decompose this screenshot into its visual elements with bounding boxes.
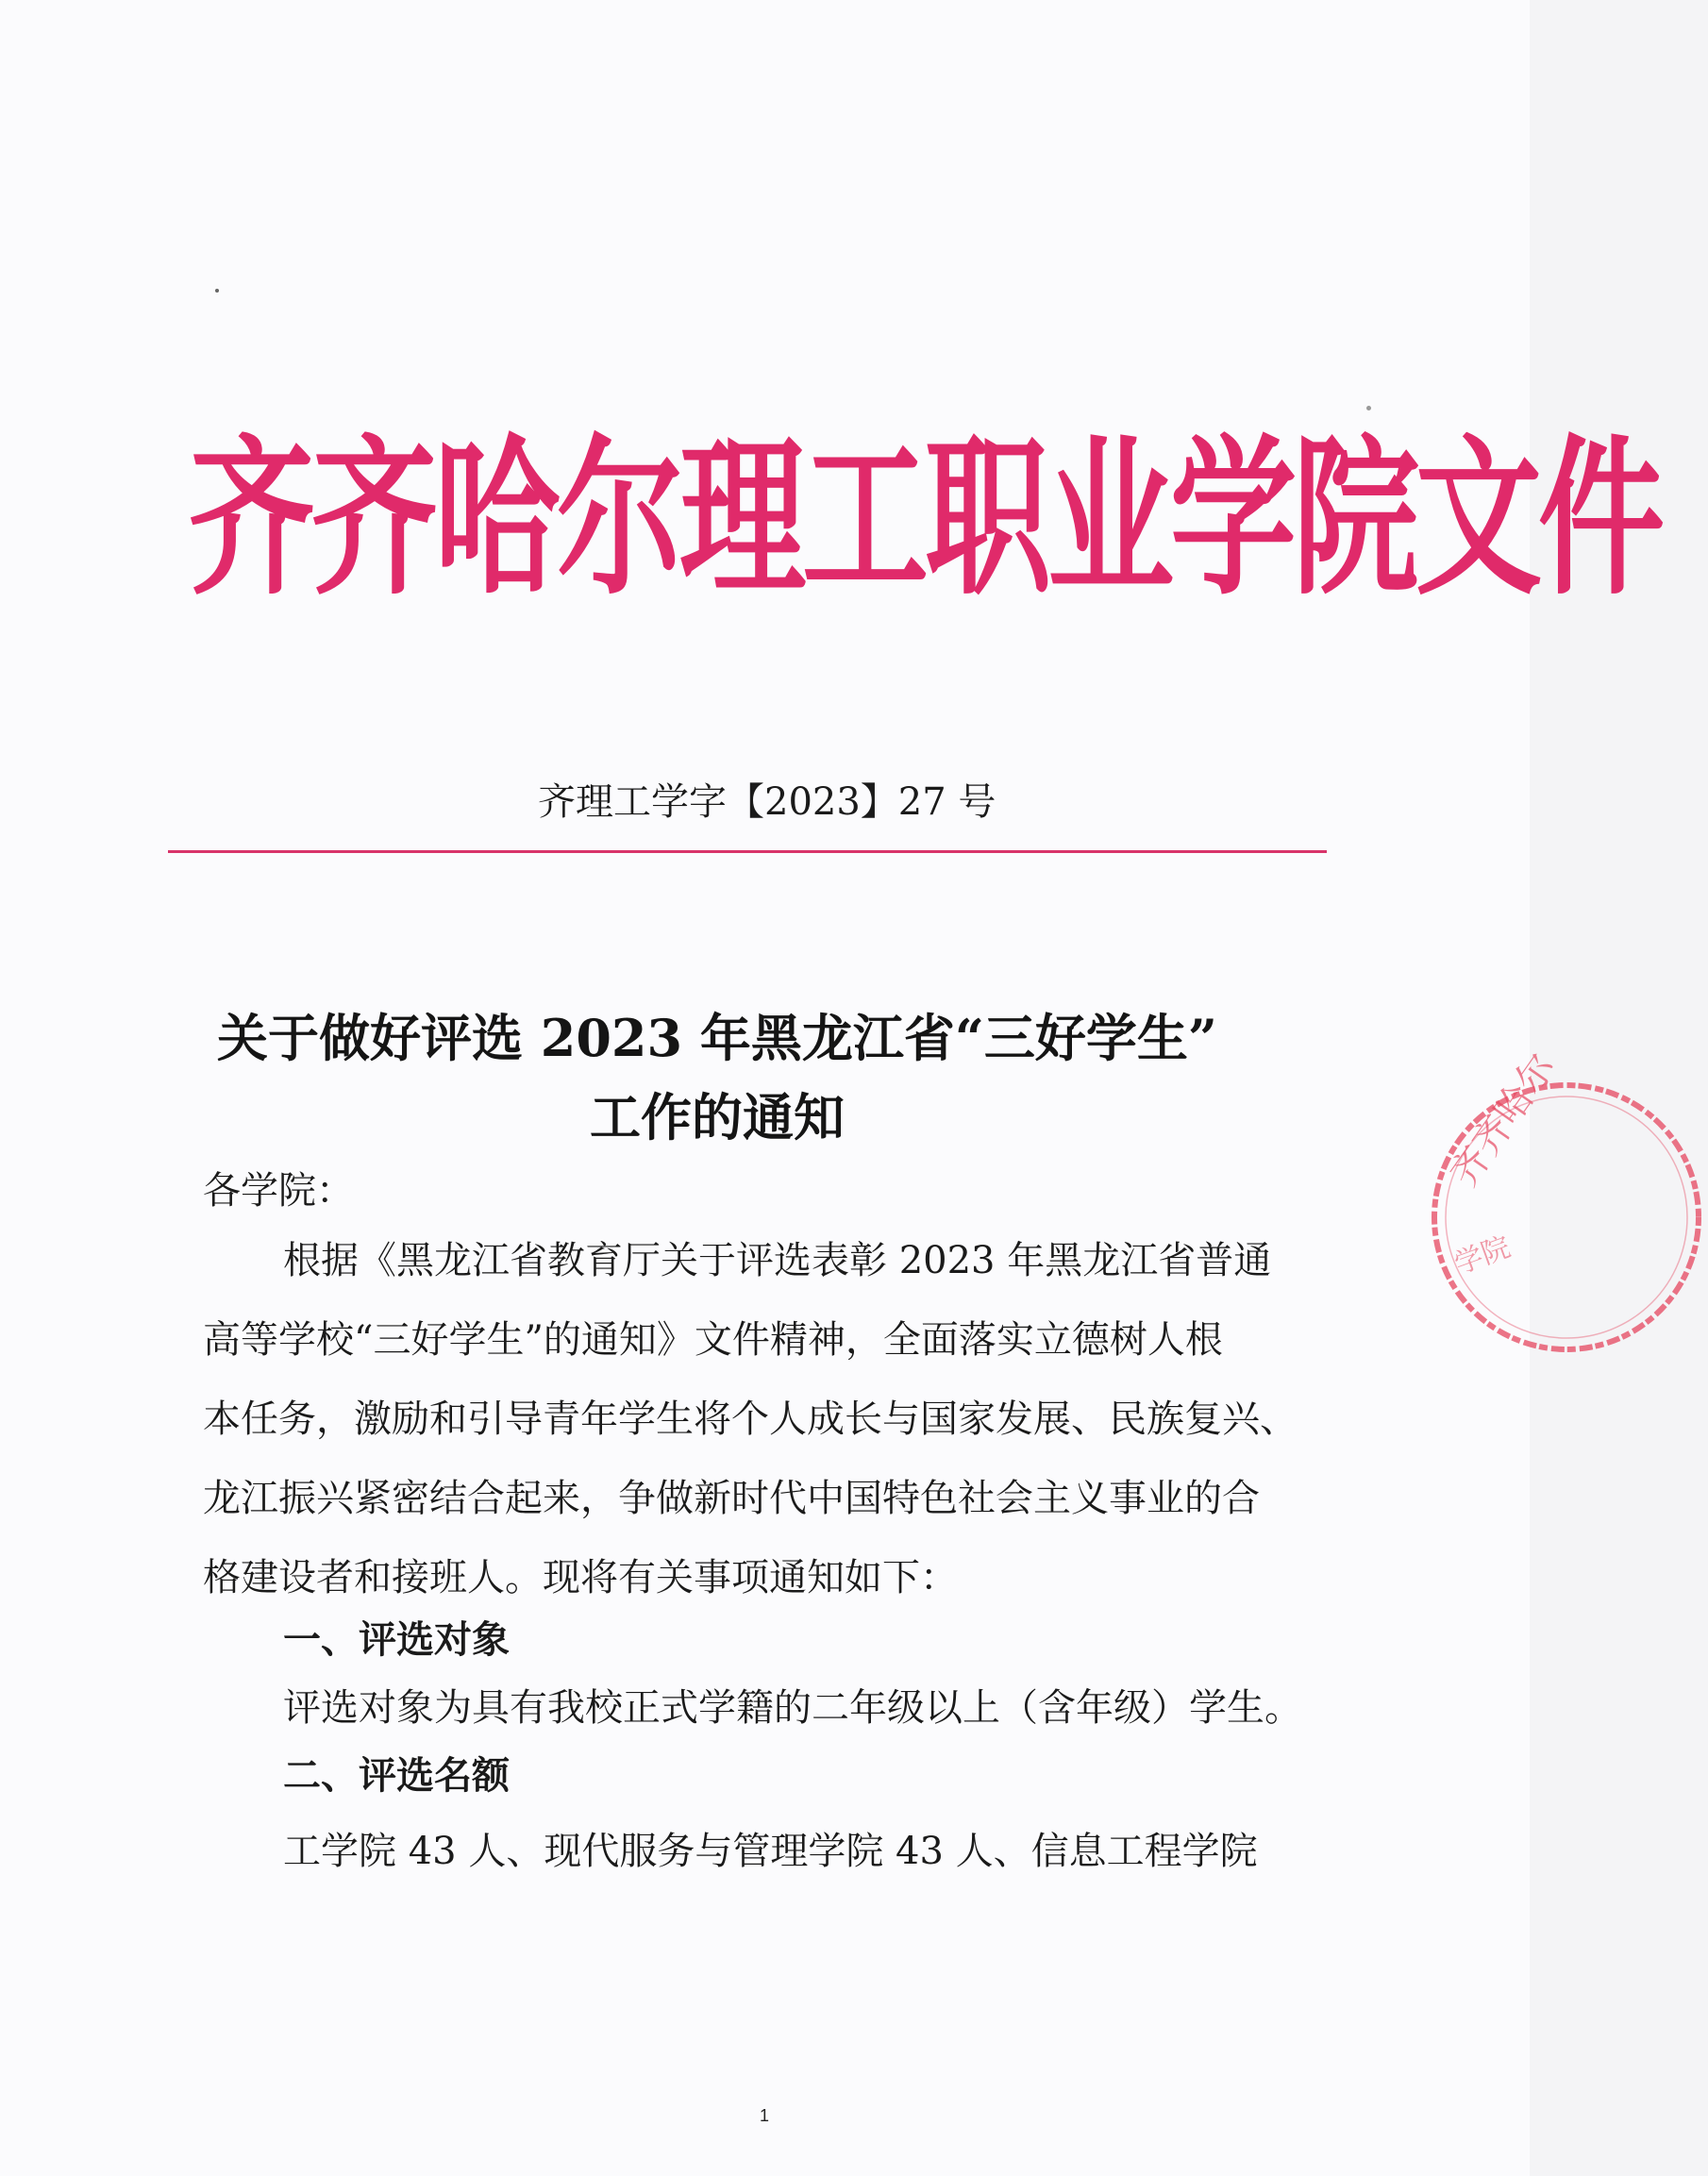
page-number: 1 [759,2106,769,2125]
paragraph-line: 本任务，激励和引导青年学生将个人成长与国家发展、民族复兴、 [203,1398,1298,1441]
document-masthead: 齐齐哈尔理工职业学院文件 [189,419,1662,619]
svg-text:齐齐哈尔: 齐齐哈尔 [1442,1046,1565,1195]
paragraph-line: 龙江振兴紧密结合起来，争做新时代中国特色社会主义事业的合 [203,1477,1260,1520]
svg-text:学院: 学院 [1449,1230,1515,1281]
scan-speck [1366,406,1371,410]
section-text-eligibility: 评选对象为具有我校正式学籍的二年级以上（含年级）学生。 [283,1686,1302,1730]
salutation: 各学院： [203,1169,354,1213]
header-divider [168,850,1327,853]
section-heading-eligibility: 一、评选对象 [283,1618,510,1662]
section-text-quota: 工学院 43 人、现代服务与管理学院 43 人、信息工程学院 [283,1830,1258,1873]
paragraph-line: 根据《黑龙江省教育厅关于评选表彰 2023 年黑龙江省普通 [283,1239,1272,1282]
paragraph-line: 格建设者和接班人。现将有关事项通知如下： [203,1556,958,1599]
document-title-line-1: 关于做好评选 2023 年黑龙江省“三好学生” [216,1008,1217,1068]
scan-speck [215,289,219,293]
official-seal-stamp [1425,1046,1708,1359]
document-title-line-2: 工作的通知 [590,1087,845,1147]
section-heading-quota: 二、评选名额 [283,1754,510,1798]
document-number: 齐理工学字【2023】27 号 [538,780,996,824]
paragraph-line: 高等学校“三好学生”的通知》文件精神，全面落实立德树人根 [203,1318,1223,1362]
